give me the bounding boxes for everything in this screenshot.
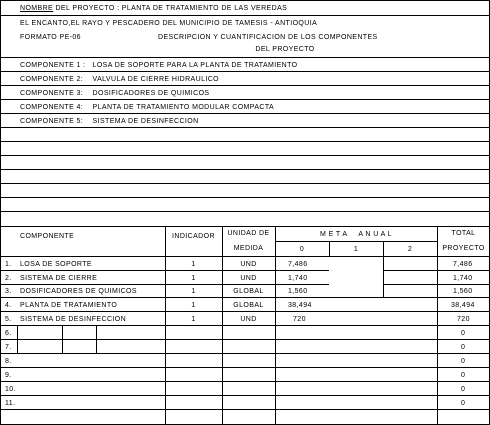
rule xyxy=(0,71,490,72)
rule xyxy=(0,211,490,212)
row-total: 0 xyxy=(461,358,466,365)
component-list-item: COMPONENTE 4: PLANTA DE TRATAMIENTO MODULAR COMPACTA xyxy=(20,104,275,111)
row-component-name: SISTEMA DE CIERRE xyxy=(20,275,98,282)
row-number: 1. xyxy=(5,261,12,268)
row-number: 7. xyxy=(5,344,12,351)
project-name-label: NOMBRE xyxy=(20,5,54,12)
row-rule xyxy=(0,325,490,326)
component-list-item: COMPONENTE 5: SISTEMA DE DESINFECCION xyxy=(20,118,199,125)
rule xyxy=(0,15,490,16)
row-number: 2. xyxy=(5,275,12,282)
row-component-name: SISTEMA DE DESINFECCION xyxy=(20,316,127,323)
row-number: 8. xyxy=(5,358,12,365)
description-title-line2: DEL PROYECTO xyxy=(255,46,315,53)
row-indicator: 1 xyxy=(191,261,196,268)
col-header-unit-line2: MEDIDA xyxy=(233,245,264,252)
row-unit: GLOBAL xyxy=(233,288,264,295)
col-header-total-line1: TOTAL xyxy=(451,230,476,237)
row-year-0: 720 xyxy=(293,316,306,323)
rule xyxy=(0,113,490,114)
row-component-name: DOSIFICADORES DE QUIMICOS xyxy=(20,288,137,295)
row-total: 1,560 xyxy=(453,288,473,295)
rule xyxy=(0,141,490,142)
row-rule xyxy=(0,297,490,298)
row-year-0: 1,560 xyxy=(288,288,308,295)
row-year-0: 38,494 xyxy=(288,302,312,309)
row-component-name: PLANTA DE TRATAMIENTO xyxy=(20,302,118,309)
row-total: 0 xyxy=(461,372,466,379)
format-code: FORMATO PE-06 xyxy=(20,34,81,41)
row-year-0: 1,740 xyxy=(288,275,308,282)
row-rule xyxy=(0,381,490,382)
col-header-component: COMPONENTE xyxy=(20,233,75,240)
row-year-0: 7,486 xyxy=(288,261,308,268)
row-rule xyxy=(0,395,490,396)
rule xyxy=(0,155,490,156)
rule xyxy=(0,183,490,184)
row-number: 10. xyxy=(5,386,16,393)
row-number: 6. xyxy=(5,330,12,337)
project-name-text: DEL PROYECTO : PLANTA DE TRATAMIENTO DE LAS VEREDAS xyxy=(53,5,288,12)
row-unit: GLOBAL xyxy=(233,302,264,309)
table-top-rule xyxy=(0,226,490,227)
row-unit: UND xyxy=(240,261,257,268)
row-indicator: 1 xyxy=(191,302,196,309)
row-rule xyxy=(0,353,490,354)
col-header-indicator: INDICADOR xyxy=(172,233,215,240)
rule xyxy=(0,197,490,198)
col-header-goal: M E T A A N U A L xyxy=(320,231,392,238)
col-divider xyxy=(383,241,384,297)
project-name-line2: EL ENCANTO,EL RAYO Y PESCADERO DEL MUNICIPIO DE TAMESIS - ANTIOQUIA xyxy=(20,20,318,27)
row-number: 11. xyxy=(5,400,16,407)
project-name-line1 xyxy=(20,4,287,13)
row-total: 1,740 xyxy=(453,275,473,282)
rule xyxy=(0,57,490,58)
border-top xyxy=(0,0,490,1)
row-unit: UND xyxy=(240,316,257,323)
row-total: 720 xyxy=(457,316,470,323)
component-list-item: COMPONENTE 2: VALVULA DE CIERRE HIDRAULICO xyxy=(20,76,220,83)
row-unit: UND xyxy=(240,275,257,282)
row-number: 9. xyxy=(5,372,12,379)
row-total: 7,486 xyxy=(453,261,473,268)
component-list-item: COMPONENTE 1 : LOSA DE SOPORTE PARA LA PLANTA DE TRATAMIENTO xyxy=(20,62,298,69)
col-header-total-line2: PROYECTO xyxy=(442,245,485,252)
row-indicator: 1 xyxy=(191,275,196,282)
row-rule xyxy=(383,270,490,271)
row-rule xyxy=(0,311,490,312)
rule xyxy=(0,85,490,86)
row-number: 5. xyxy=(5,316,12,323)
row-number: 3. xyxy=(5,288,12,295)
row-indicator: 1 xyxy=(191,288,196,295)
rule xyxy=(0,99,490,100)
row-total: 0 xyxy=(461,400,466,407)
goal-subheader-rule xyxy=(275,241,437,242)
row-total: 0 xyxy=(461,330,466,337)
col-header-year-0: 0 xyxy=(299,246,305,253)
row-number: 4. xyxy=(5,302,12,309)
col-header-year-1: 1 xyxy=(353,246,359,253)
row-rule xyxy=(0,284,329,285)
rule xyxy=(0,169,490,170)
row-indicator: 1 xyxy=(191,316,196,323)
row-total: 38,494 xyxy=(451,302,475,309)
description-title-line1: DESCRIPCION Y CUANTIFICACION DE LOS COMPONENTES xyxy=(158,34,378,41)
row-rule xyxy=(383,284,490,285)
row-rule xyxy=(0,367,490,368)
border-left xyxy=(0,0,1,425)
row-rule xyxy=(0,270,329,271)
col-divider xyxy=(329,241,330,256)
row-rule xyxy=(0,339,490,340)
row-total: 0 xyxy=(461,344,466,351)
col-header-unit-line1: UNIDAD DE xyxy=(227,230,270,237)
row-total: 0 xyxy=(461,386,466,393)
table-header-bottom-rule xyxy=(0,256,490,257)
row-rule xyxy=(0,409,490,410)
row-component-name: LOSA DE SOPORTE xyxy=(20,261,93,268)
col-header-year-2: 2 xyxy=(407,246,413,253)
component-list-item: COMPONENTE 3: DOSIFICADORES DE QUIMICOS xyxy=(20,90,210,97)
rule xyxy=(0,127,490,128)
